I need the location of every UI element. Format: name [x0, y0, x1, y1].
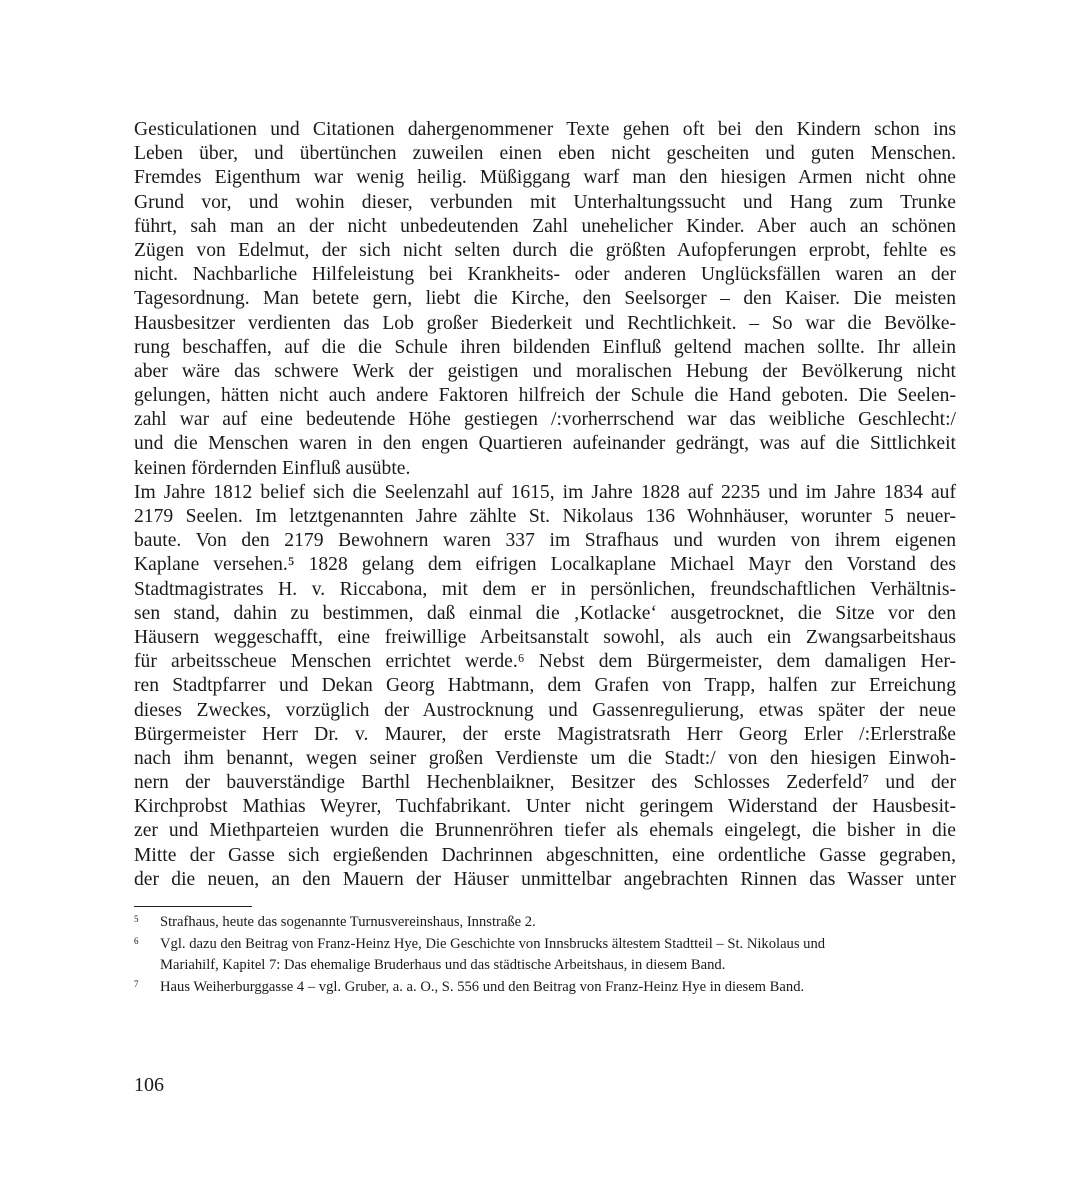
body-line: ren Stadtpfarrer und Dekan Georg Habtmann, dem Grafen von Trapp, halfen zur Erreichung	[134, 675, 956, 697]
footnote	[134, 977, 956, 999]
body-line: rung beschaffen, auf die die Schule ihren bildenden Einfluß geltend machen sollte. Ihr allein	[134, 336, 956, 358]
footnote-text: Vgl. dazu den Beitrag von Franz-Heinz Hye, Die Geschichte von Innsbrucks ältestem Stadtteil – St. Nikolaus und	[160, 935, 826, 952]
footnote-number: 6	[134, 935, 139, 946]
body-line: Kaplane versehen.⁵ 1828 gelang dem eifrigen Localkaplane Michael Mayr den Vorstand des	[134, 554, 956, 576]
page-number: 106	[134, 1074, 164, 1096]
footnote-text: Haus Weiherburggasse 4 – vgl. Gruber, a. a. O., S. 556 und den Beitrag von Franz-Heinz Hye in diesem Band.	[160, 978, 805, 995]
body-line: Hausbesitzer verdienten das Lob großer Biederkeit und Rechtlichkeit. – So war die Bevölke-	[134, 312, 956, 334]
footnote-text: Strafhaus, heute das sogenannte Turnusvereinshaus, Innstraße 2.	[160, 914, 536, 930]
body-line: nern der bauverständige Barthl Hechenblaikner, Besitzer des Schlosses Zederfeld⁷ und der	[134, 772, 956, 794]
body-line: gelungen, hätten nicht auch andere Faktoren hilfreich der Schule die Hand geboten. Die Seelen-	[134, 385, 956, 407]
body-line: und die Menschen waren in den engen Quartieren aufeinander gedrängt, was auf die Sittlichkeit	[134, 433, 956, 455]
footnote-number: 5	[134, 914, 139, 924]
body-line: sen stand, dahin zu bestimmen, daß einmal die ‚Kotlacke‘ ausgetrocknet, die Sitze vor den	[134, 602, 956, 624]
body-line: Grund vor, und wohin dieser, verbunden mit Unterhaltungssucht und Hang zum Trunke	[134, 191, 956, 213]
body-line: zer und Miethparteien wurden die Brunnenröhren tiefer als ehemals eingelegt, die bisher in die	[134, 820, 956, 842]
footnotes	[134, 912, 956, 998]
body-line: nach ihm benannt, wegen seiner großen Verdienste um die Stadt:/ von den hiesigen Einwoh-	[134, 747, 956, 769]
footnote-separator	[134, 906, 252, 907]
body-line: für arbeitsscheue Menschen errichtet werde.⁶ Nebst dem Bürgermeister, dem damaligen Her-	[134, 651, 956, 673]
body-line: Gesticulationen und Citationen dahergenommener Texte gehen oft bei den Kindern schon ins	[134, 119, 956, 140]
body-line: Mitte der Gasse sich ergießenden Dachrinnen abgeschnitten, eine ordentliche Gasse gegraben,	[134, 844, 956, 866]
body-line: Fremdes Eigenthum war wenig heilig. Müßiggang warf man den hiesigen Armen nicht ohne	[134, 167, 956, 189]
body-line: der die neuen, an den Mauern der Häuser unmittelbar angebrachten Rinnen das Wasser unter	[134, 868, 956, 890]
footnote-text: Mariahilf, Kapitel 7: Das ehemalige Bruderhaus und das städtische Arbeitshaus, in diesem Band.	[160, 957, 726, 973]
body-line: führt, sah man an der nicht unbedeutenden Zahl unehelicher Kinder. Aber auch an schönen	[134, 215, 956, 237]
body-line: Stadtmagistrates H. v. Riccabona, mit dem er in persönlichen, freundschaftlichen Verhältnis-	[134, 578, 956, 600]
body-line: zahl war auf eine bedeutende Höhe gestiegen /:vorherrschend war das weibliche Geschlecht:/	[134, 409, 956, 431]
body-line: keinen fördernden Einfluß ausübte.	[134, 457, 411, 479]
body-line: dieses Zweckes, vorzüglich der Austrocknung und Gassenregulierung, etwas später der neue	[134, 699, 956, 721]
body-line: Leben über, und übertünchen zuweilen einen eben nicht gescheiten und guten Menschen.	[134, 143, 956, 165]
body-line: Zügen von Edelmut, der sich nicht selten durch die größten Aufopferungen erprobt, fehlte es	[134, 239, 956, 261]
footnote-number: 7	[134, 978, 139, 989]
footnote	[134, 912, 956, 934]
body-line: baute. Von den 2179 Bewohnern waren 337 im Strafhaus und wurden von ihrem eigenen	[134, 530, 956, 552]
body-text	[134, 118, 956, 892]
body-line: nicht. Nachbarliche Hilfeleistung bei Krankheits- oder anderen Unglücksfällen waren an der	[134, 264, 956, 286]
footnote	[134, 934, 956, 977]
body-line: aber wäre das schwere Werk der geistigen und moralischen Hebung der Bevölkerung nicht	[134, 360, 956, 382]
body-line: Bürgermeister Herr Dr. v. Maurer, der erste Magistratsrath Herr Georg Erler /:Erlerstraße	[134, 723, 956, 745]
body-line: Tagesordnung. Man betete gern, liebt die Kirche, den Seelsorger – den Kaiser. Die meisten	[134, 288, 956, 310]
body-line: 2179 Seelen. Im letztgenannten Jahre zählte St. Nikolaus 136 Wohnhäuser, worunter 5 neuer-	[134, 506, 956, 527]
body-line: Kirchprobst Mathias Weyrer, Tuchfabrikant. Unter nicht geringem Widerstand der Hausbesit-	[134, 796, 956, 818]
body-line: Im Jahre 1812 belief sich die Seelenzahl auf 1615, im Jahre 1828 auf 2235 und im Jahre 1834 auf	[134, 481, 956, 503]
body-line: Häusern weggeschafft, eine freiwillige Arbeitsanstalt sowohl, als auch ein Zwangsarbeitshaus	[134, 626, 956, 648]
